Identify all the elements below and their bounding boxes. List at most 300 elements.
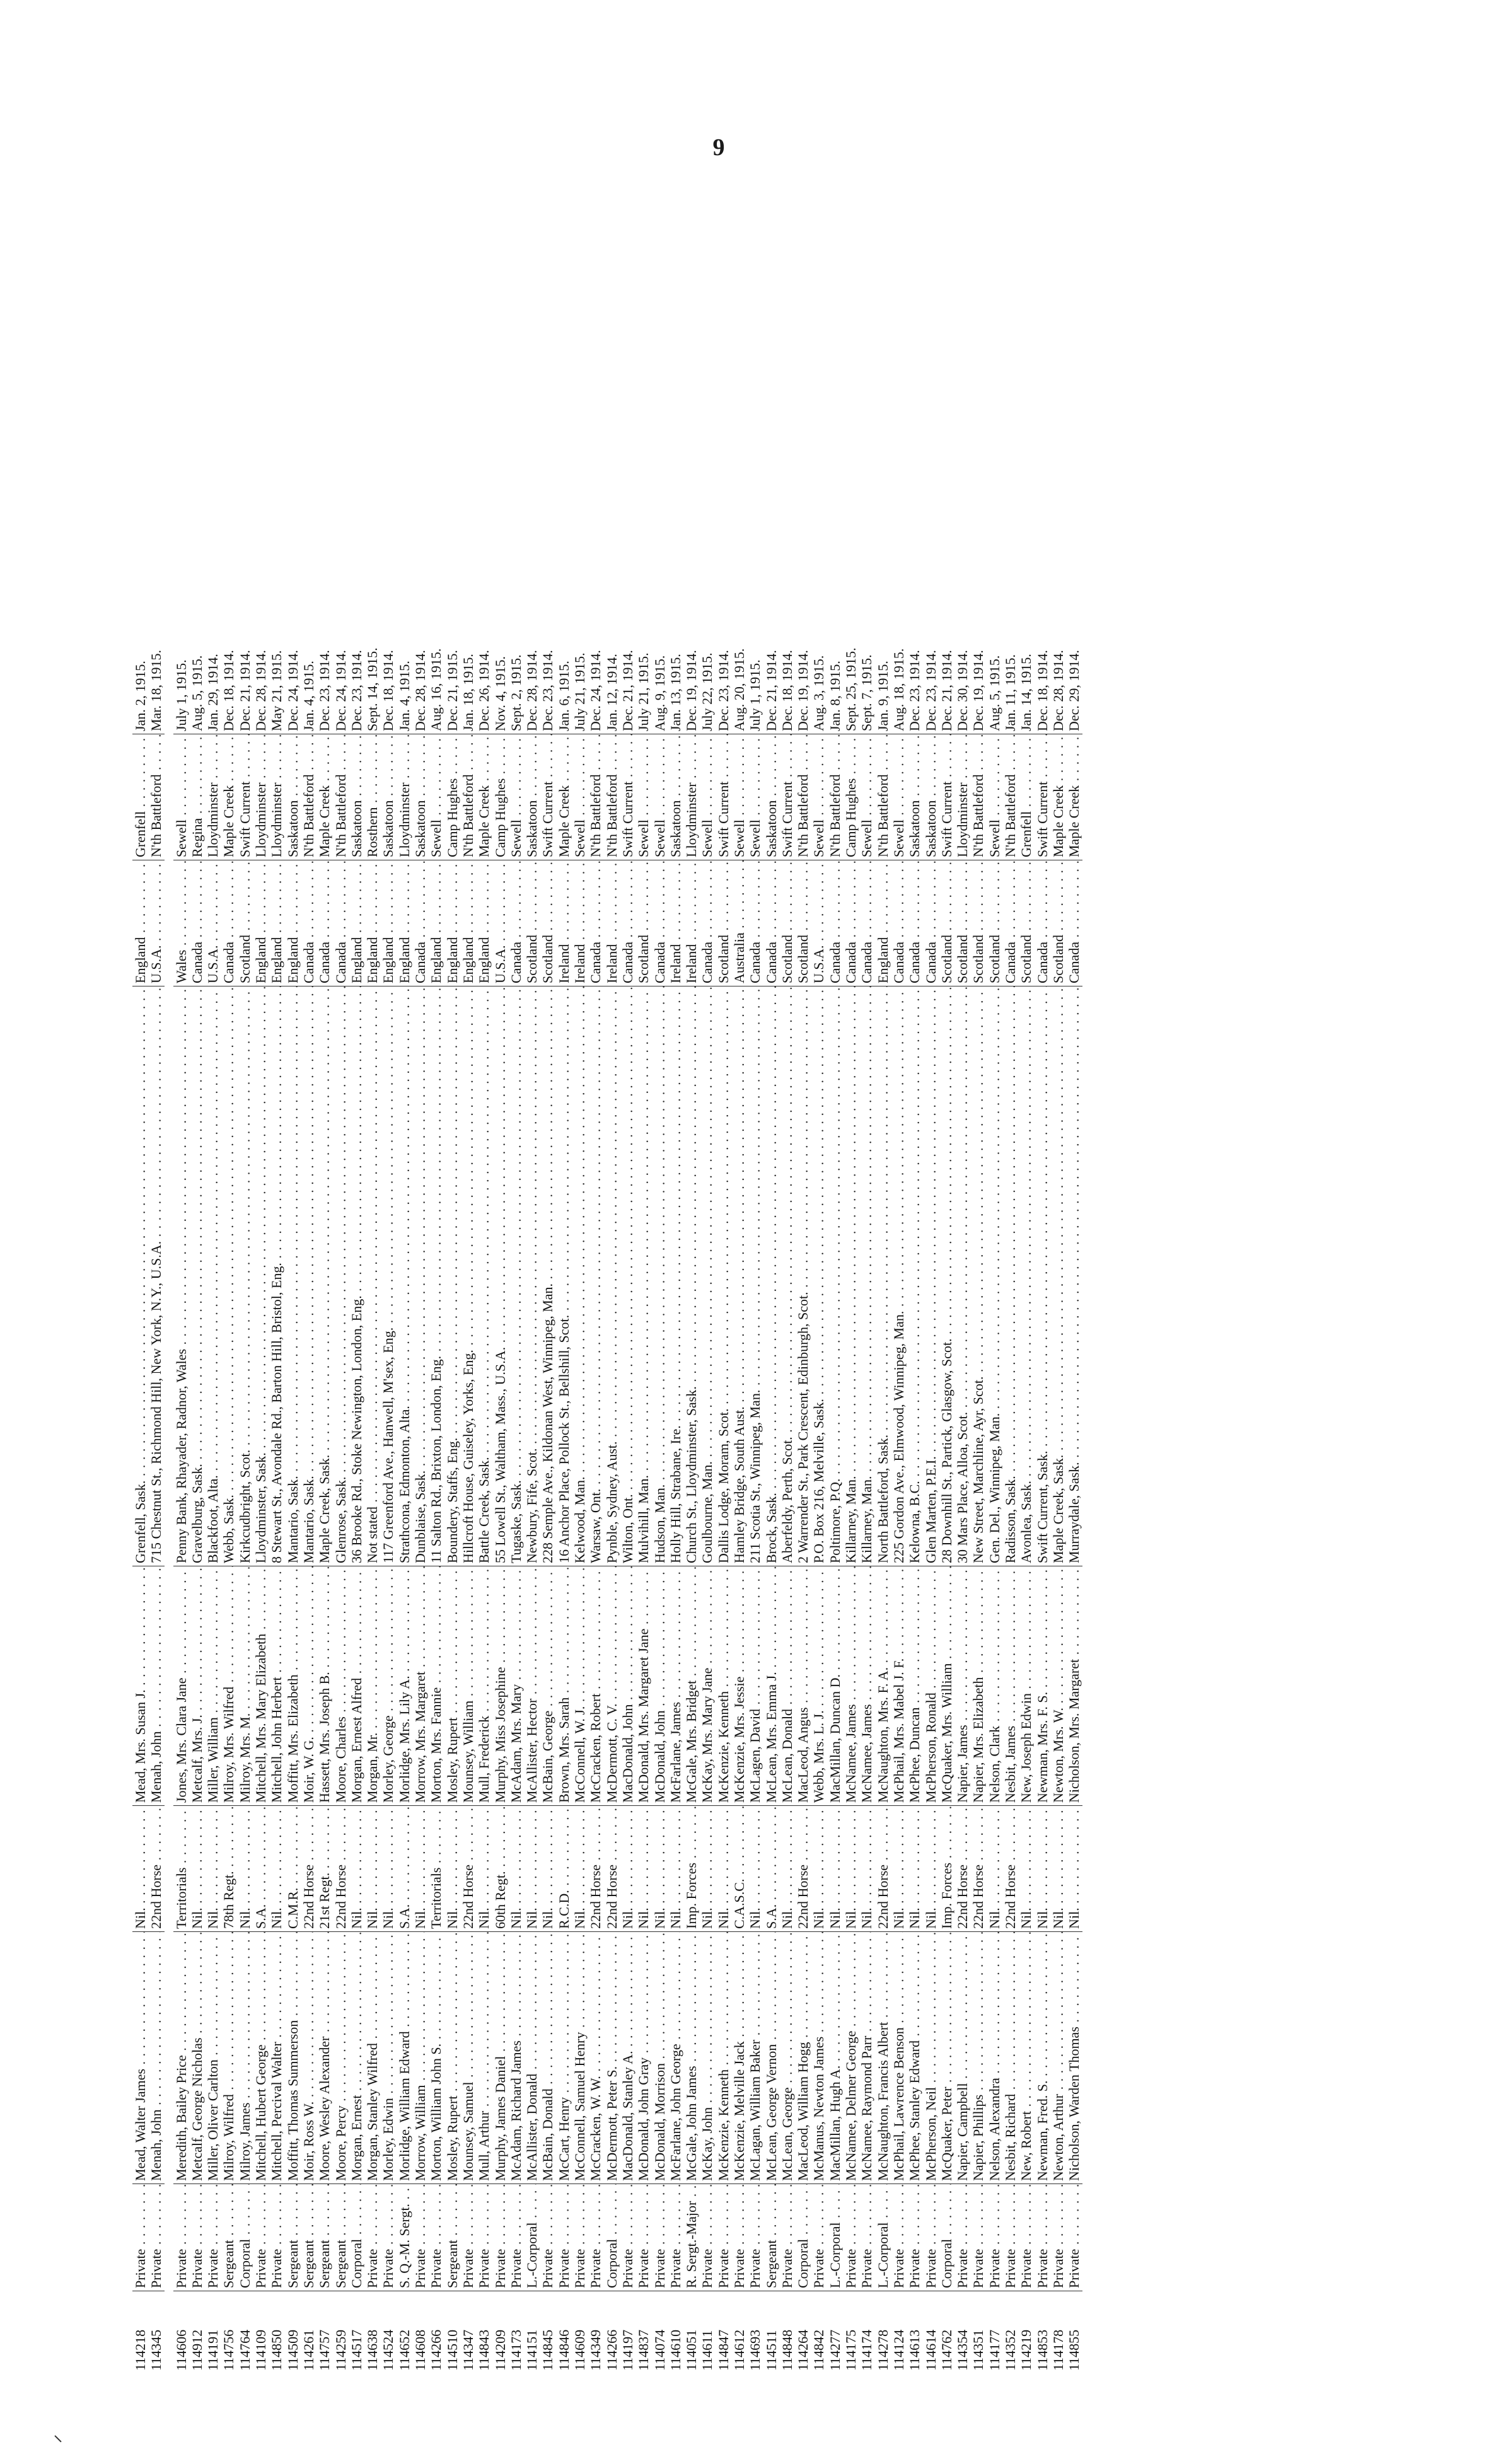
soldier-name-cell: Mull, Arthur . . . bbox=[476, 1932, 492, 2184]
rank-cell: Sergeant . . . bbox=[444, 2184, 460, 2291]
regimental-number-cell: 114124 bbox=[890, 2329, 907, 2371]
soldier-name-cell: Metcalf, George Nicholas . . . bbox=[189, 1932, 205, 2184]
place-taken-on-strength-cell: Maple Creek . . . bbox=[316, 734, 332, 860]
former-corps-cell: C.A.S.C. . . . bbox=[731, 1806, 747, 1932]
regimental-number-cell: 114609 bbox=[572, 2329, 588, 2371]
rank-cell: Private . . . bbox=[747, 2184, 763, 2291]
country-of-birth-cell: Canada . . . bbox=[747, 860, 763, 986]
table-row bbox=[148, 199, 164, 2373]
next-of-kin-cell: McNamee, James . . . bbox=[859, 1566, 874, 1806]
next-of-kin-cell: New, Joseph Edwin . . . bbox=[1018, 1566, 1034, 1806]
place-taken-on-strength-cell: Grenfell . . . bbox=[132, 734, 148, 860]
soldier-name-cell: Napier, Phillips . . . bbox=[970, 1932, 986, 2184]
place-taken-on-strength-cell: Lloydminster . . . bbox=[954, 734, 970, 860]
next-of-kin-address-cell: 55 Lowell St., Waltham, Mass., U.S.A. . . . bbox=[492, 986, 508, 1566]
next-of-kin-cell: McDonald, John . . . bbox=[652, 1566, 668, 1806]
next-of-kin-cell: Mitchell, Mrs. Mary Elizabeth . . . bbox=[253, 1566, 269, 1806]
table-row bbox=[795, 199, 811, 2373]
rank-cell: L.-Corporal . . . bbox=[827, 2184, 843, 2291]
soldier-name-cell: Moore, Wesley Alexander . . . bbox=[316, 1932, 332, 2184]
table-row bbox=[635, 199, 651, 2373]
former-corps-cell: 60th Regt. . . . bbox=[492, 1806, 508, 1932]
next-of-kin-address-cell: Dunblaise, Sask. . . . bbox=[412, 986, 428, 1566]
country-of-birth-cell: Ireland . . . bbox=[683, 860, 699, 986]
next-of-kin-address-cell: Grenfell, Sask. . . . bbox=[132, 986, 148, 1566]
soldier-name-cell: Morgan, Ernest . . . bbox=[349, 1932, 364, 2184]
country-of-birth-cell: U.S.A. . . . bbox=[492, 860, 508, 986]
regimental-number-cell: 114762 bbox=[938, 2329, 954, 2371]
date-taken-on-strength-cell: Dec. 18, 1914. bbox=[380, 615, 396, 734]
regimental-number-cell: 114151 bbox=[524, 2329, 540, 2371]
rank-cell: Private . . . bbox=[907, 2184, 922, 2291]
place-taken-on-strength-cell: Sewell . . . bbox=[652, 734, 668, 860]
former-corps-cell: S.A. . . . bbox=[397, 1806, 412, 1932]
rank-cell: Private . . . bbox=[1035, 2184, 1050, 2291]
place-taken-on-strength-cell: Lloydminster . . . bbox=[683, 734, 699, 860]
page-number: 9 bbox=[712, 134, 725, 161]
place-taken-on-strength-cell: Swift Current . . . bbox=[620, 734, 635, 860]
soldier-name-cell: Menah, John . . . bbox=[148, 1932, 164, 2184]
rank-cell: Sergeant . . . bbox=[763, 2184, 779, 2291]
date-taken-on-strength-cell: Dec. 21, 1914. bbox=[939, 615, 954, 734]
table-row bbox=[731, 199, 747, 2373]
former-corps-cell: Nil. . . . bbox=[668, 1806, 683, 1932]
next-of-kin-address-cell: 11 Salton Rd., Brixton, London, Eng. . . . bbox=[428, 986, 444, 1566]
next-of-kin-cell: McKay, Mrs. Mary Jane . . . bbox=[699, 1566, 715, 1806]
place-taken-on-strength-cell: Saskatoon . . . bbox=[668, 734, 683, 860]
table-row bbox=[763, 199, 779, 2373]
date-taken-on-strength-cell: Jan. 11, 1915. bbox=[1002, 615, 1018, 734]
next-of-kin-address-cell: Pynble, Sydney, Aust. . . . bbox=[604, 986, 620, 1566]
country-of-birth-cell: Scotland . . . bbox=[939, 860, 954, 986]
regimental-number-cell: 114638 bbox=[364, 2329, 381, 2371]
date-taken-on-strength-cell: Sept. 25, 1915. bbox=[843, 615, 859, 734]
rank-cell: Private . . . bbox=[269, 2184, 284, 2291]
next-of-kin-cell: McPherson, Ronald . . . bbox=[923, 1566, 939, 1806]
soldier-name-cell: McBain, Donald . . . bbox=[540, 1932, 555, 2184]
date-taken-on-strength-cell: Dec. 28, 1914. bbox=[253, 615, 269, 734]
next-of-kin-address-cell: Aberfeldy, Perth, Scot. . . . bbox=[779, 986, 795, 1566]
place-taken-on-strength-cell: Swift Current . . . bbox=[939, 734, 954, 860]
next-of-kin-address-cell: Mulvihill, Man. . . . bbox=[635, 986, 651, 1566]
former-corps-cell: Nil. . . . bbox=[811, 1806, 826, 1932]
soldier-name-cell: McNaughton, Francis Albert . . . bbox=[875, 1932, 891, 2184]
regimental-number-cell: 114842 bbox=[811, 2329, 827, 2371]
place-taken-on-strength-cell: Saskatoon . . . bbox=[763, 734, 779, 860]
regimental-number-cell: 114218 bbox=[132, 2329, 148, 2371]
rank-cell: Private . . . bbox=[731, 2184, 747, 2291]
table-row bbox=[173, 199, 189, 2373]
regimental-number-cell: 114756 bbox=[221, 2329, 237, 2371]
date-taken-on-strength-cell: Aug. 3, 1915. bbox=[811, 615, 826, 734]
country-of-birth-cell: Ireland . . . bbox=[668, 860, 683, 986]
date-taken-on-strength-cell: Dec. 21, 1914. bbox=[620, 615, 635, 734]
soldier-name-cell: Morrow, William . . . bbox=[412, 1932, 428, 2184]
rank-cell: Private . . . bbox=[508, 2184, 524, 2291]
rank-cell: Corporal . . . bbox=[237, 2184, 253, 2291]
former-corps-cell: Nil. . . . bbox=[779, 1806, 795, 1932]
next-of-kin-cell: Metcalf, Mrs. J. . . . bbox=[189, 1566, 205, 1806]
next-of-kin-address-cell: Maple Creek, Sask. . . . bbox=[1050, 986, 1066, 1566]
soldier-name-cell: Moir, Ross W. . . . bbox=[301, 1932, 316, 2184]
next-of-kin-address-cell: North Battleford, Sask. . . . bbox=[875, 986, 891, 1566]
nominal-roll-table bbox=[132, 199, 1305, 2373]
next-of-kin-address-cell: Battle Creek, Sask. . . . bbox=[476, 986, 492, 1566]
former-corps-cell: Nil. . . . bbox=[635, 1806, 651, 1932]
next-of-kin-cell: Moore, Charles . . . bbox=[333, 1566, 349, 1806]
next-of-kin-cell: Mead, Mrs. Susan J. . . . bbox=[132, 1566, 148, 1806]
next-of-kin-cell: Morley, George . . . bbox=[380, 1566, 396, 1806]
country-of-birth-cell: Scotland . . . bbox=[1018, 860, 1034, 986]
regimental-number-cell: 114173 bbox=[508, 2329, 524, 2371]
next-of-kin-cell: Milroy, Mrs. M. . . . bbox=[237, 1566, 253, 1806]
country-of-birth-cell: Canada . . . bbox=[620, 860, 635, 986]
date-taken-on-strength-cell: Jan. 14, 1915. bbox=[1018, 615, 1034, 734]
rank-cell: Corporal . . . bbox=[939, 2184, 954, 2291]
regimental-number-cell: 114912 bbox=[188, 2329, 205, 2371]
former-corps-cell: Nil. . . . bbox=[205, 1806, 221, 1932]
table-row bbox=[923, 199, 939, 2373]
regimental-number-cell: 114175 bbox=[843, 2329, 859, 2371]
date-taken-on-strength-cell: July 21, 1915. bbox=[572, 615, 588, 734]
former-corps-cell: Imp. Forces . . . bbox=[939, 1806, 954, 1932]
next-of-kin-cell: Moffitt, Mrs. Elizabeth . . . bbox=[285, 1566, 301, 1806]
former-corps-cell: 22nd Horse . . . bbox=[301, 1806, 316, 1932]
rank-cell: Private . . . bbox=[716, 2184, 731, 2291]
former-corps-cell: 21st Regt. . . . bbox=[316, 1806, 332, 1932]
country-of-birth-cell: Scotland . . . bbox=[716, 860, 731, 986]
country-of-birth-cell: Scotland . . . bbox=[970, 860, 986, 986]
date-taken-on-strength-cell: Aug. 5, 1915. bbox=[987, 615, 1002, 734]
country-of-birth-cell: Scotland . . . bbox=[987, 860, 1002, 986]
rank-cell: Private . . . bbox=[1066, 2184, 1082, 2291]
next-of-kin-cell: Hassett, Mrs. Joseph B. . . . bbox=[316, 1566, 332, 1806]
soldier-name-cell: McKenzie, Kenneth . . . bbox=[716, 1932, 731, 2184]
table-row bbox=[1002, 199, 1018, 2373]
former-corps-cell: R.C.D. . . . bbox=[556, 1806, 572, 1932]
place-taken-on-strength-cell: Sewell . . . bbox=[891, 734, 907, 860]
place-taken-on-strength-cell: N'th Battleford . . . bbox=[604, 734, 620, 860]
date-taken-on-strength-cell: Dec. 23, 1914. bbox=[907, 615, 922, 734]
table-row bbox=[668, 199, 683, 2373]
next-of-kin-address-cell: Killarney, Man. . . . bbox=[859, 986, 874, 1566]
place-taken-on-strength-cell: Maple Creek . . . bbox=[1066, 734, 1082, 860]
soldier-name-cell: McLagan, William Baker . . . bbox=[747, 1932, 763, 2184]
next-of-kin-address-cell: 225 Gordon Ave., Elmwood, Winnipeg, Man. . . . bbox=[891, 986, 907, 1566]
place-taken-on-strength-cell: Sewell . . . bbox=[987, 734, 1002, 860]
rank-cell: Sergeant . . . bbox=[285, 2184, 301, 2291]
table-row bbox=[285, 199, 301, 2373]
rank-cell: Private . . . bbox=[652, 2184, 668, 2291]
former-corps-cell: 78th Regt. . . . bbox=[221, 1806, 236, 1932]
date-taken-on-strength-cell: Aug. 16, 1915. bbox=[428, 615, 444, 734]
place-taken-on-strength-cell: Maple Creek . . . bbox=[476, 734, 492, 860]
next-of-kin-address-cell: Kelwood, Man. . . . bbox=[572, 986, 588, 1566]
regimental-number-cell: 114345 bbox=[148, 2329, 165, 2371]
former-corps-cell: Nil. . . . bbox=[747, 1806, 763, 1932]
regimental-number-cell: 114278 bbox=[874, 2329, 891, 2371]
place-taken-on-strength-cell: Camp Hughes . . . bbox=[444, 734, 460, 860]
table-row bbox=[811, 199, 826, 2373]
regimental-number-cell: 114606 bbox=[173, 2329, 189, 2371]
next-of-kin-cell: MacDonald, John . . . bbox=[620, 1566, 635, 1806]
next-of-kin-cell: Morton, Mrs. Fannie . . . bbox=[428, 1566, 444, 1806]
next-of-kin-address-cell: Gen. Del., Winnipeg, Man. . . . bbox=[987, 986, 1002, 1566]
date-taken-on-strength-cell: July 1, 1915. bbox=[747, 615, 763, 734]
next-of-kin-cell: McPhee, Duncan . . . bbox=[907, 1566, 922, 1806]
country-of-birth-cell: Scotland . . . bbox=[779, 860, 795, 986]
rank-cell: Private . . . bbox=[970, 2184, 986, 2291]
regimental-number-cell: 114611 bbox=[699, 2330, 716, 2371]
regimental-number-cell: 114354 bbox=[954, 2329, 971, 2371]
rank-cell: Private . . . bbox=[428, 2184, 444, 2291]
next-of-kin-cell: McLean, Mrs. Emma J. . . . bbox=[763, 1566, 779, 1806]
regimental-number-cell: 114177 bbox=[986, 2329, 1002, 2371]
next-of-kin-cell: McKenzie, Kenneth . . . bbox=[716, 1566, 731, 1806]
former-corps-cell: 22nd Horse . . . bbox=[588, 1806, 603, 1932]
rank-cell: Private . . . bbox=[588, 2184, 603, 2291]
date-taken-on-strength-cell: Jan. 2, 1915. bbox=[132, 615, 148, 734]
next-of-kin-address-cell: Penny Bank, Rhayader, Radnor, Wales . . . bbox=[173, 986, 189, 1566]
rank-cell: Private . . . bbox=[572, 2184, 588, 2291]
place-taken-on-strength-cell: Swift Current . . . bbox=[540, 734, 555, 860]
former-corps-cell: Nil. . . . bbox=[891, 1806, 907, 1932]
regimental-number-cell: 114197 bbox=[619, 2329, 635, 2371]
place-taken-on-strength-cell: Lloydminster . . . bbox=[269, 734, 284, 860]
next-of-kin-cell: McNamee, James . . . bbox=[843, 1566, 859, 1806]
country-of-birth-cell: Canada . . . bbox=[333, 860, 349, 986]
next-of-kin-address-cell: Not stated . . . bbox=[364, 986, 380, 1566]
regimental-number-cell: 114277 bbox=[826, 2329, 843, 2371]
next-of-kin-cell: Morrow, Mrs. Margaret . . . bbox=[412, 1566, 428, 1806]
country-of-birth-cell: Scotland . . . bbox=[954, 860, 970, 986]
place-taken-on-strength-cell: Sewell . . . bbox=[747, 734, 763, 860]
regimental-number-cell: 114178 bbox=[1050, 2329, 1066, 2371]
date-taken-on-strength-cell: Dec. 26, 1914. bbox=[476, 615, 492, 734]
next-of-kin-address-cell: 8 Stewart St., Avondale Rd., Barton Hill, Bristol, Eng. . . . bbox=[269, 986, 284, 1566]
former-corps-cell: Nil. . . . bbox=[652, 1806, 668, 1932]
table-row bbox=[954, 199, 970, 2373]
table-row bbox=[444, 199, 460, 2373]
former-corps-cell: Nil. . . . bbox=[716, 1806, 731, 1932]
regimental-number-cell: 114850 bbox=[269, 2329, 285, 2371]
soldier-name-cell: Milroy, James . . . bbox=[237, 1932, 253, 2184]
rank-cell: Private . . . bbox=[987, 2184, 1002, 2291]
next-of-kin-address-cell: Goulbourne, Man. . . . bbox=[699, 986, 715, 1566]
table-row bbox=[380, 199, 396, 2373]
place-taken-on-strength-cell: N'th Battleford . . . bbox=[588, 734, 603, 860]
next-of-kin-address-cell: Gravelburg, Sask. . . . bbox=[189, 986, 205, 1566]
place-taken-on-strength-cell: Swift Current . . . bbox=[1035, 734, 1050, 860]
place-taken-on-strength-cell: Lloydminster . . . bbox=[397, 734, 412, 860]
next-of-kin-cell: Morgan, Ernest Alfred . . . bbox=[349, 1566, 364, 1806]
country-of-birth-cell: Ireland . . . bbox=[604, 860, 620, 986]
soldier-name-cell: MacLeod, William Hogg . . . bbox=[795, 1932, 811, 2184]
next-of-kin-address-cell: Warsaw, Ont. . . . bbox=[588, 986, 603, 1566]
next-of-kin-address-cell: 2 Warrender St., Park Crescent, Edinburgh, Scot. . . . bbox=[795, 986, 811, 1566]
soldier-name-cell: Mitchell, Hubert George . . . bbox=[253, 1932, 269, 2184]
place-taken-on-strength-cell: Grenfell . . . bbox=[1018, 734, 1034, 860]
country-of-birth-cell: Canada . . . bbox=[652, 860, 668, 986]
rank-cell: Private . . . bbox=[556, 2184, 572, 2291]
next-of-kin-cell: Webb, Mrs. L. J. . . . bbox=[811, 1566, 826, 1806]
next-of-kin-address-cell: 117 Greenford Ave., Hanwell, M'sex, Eng. . . . bbox=[380, 986, 396, 1566]
next-of-kin-cell: Menah, John . . . bbox=[148, 1566, 164, 1806]
rank-cell: L.-Corporal . . . bbox=[524, 2184, 540, 2291]
date-taken-on-strength-cell: July 1, 1915. bbox=[173, 615, 189, 734]
country-of-birth-cell: England . . . bbox=[428, 860, 444, 986]
former-corps-cell: Nil. . . . bbox=[380, 1806, 396, 1932]
table-row bbox=[747, 199, 763, 2373]
next-of-kin-cell: McNaughton, Mrs. F. A. . . . bbox=[875, 1566, 891, 1806]
soldier-name-cell: Milroy, Wilfred . . . bbox=[221, 1932, 236, 2184]
country-of-birth-cell: Canada . . . bbox=[301, 860, 316, 986]
table-row bbox=[939, 199, 954, 2373]
date-taken-on-strength-cell: Jan. 6, 1915. bbox=[556, 615, 572, 734]
former-corps-cell: Nil. . . . bbox=[412, 1806, 428, 1932]
country-of-birth-cell: Wales . . . bbox=[173, 860, 189, 986]
regimental-number-cell: 114349 bbox=[588, 2329, 604, 2371]
next-of-kin-address-cell: Mantario, Sask. . . . bbox=[285, 986, 301, 1566]
next-of-kin-cell: McConnell, W. J. . . . bbox=[572, 1566, 588, 1806]
place-taken-on-strength-cell: Saskatoon . . . bbox=[349, 734, 364, 860]
next-of-kin-address-cell: Dallis Lodge, Moram, Scot. . . . bbox=[716, 986, 731, 1566]
table-row bbox=[875, 199, 891, 2373]
soldier-name-cell: Moffitt, Thomas Summerson . . . bbox=[285, 1932, 301, 2184]
next-of-kin-address-cell: Kirkcudbright, Scot. . . . bbox=[237, 986, 253, 1566]
regimental-number-cell: 114610 bbox=[667, 2329, 683, 2371]
date-taken-on-strength-cell: Dec. 18, 1914. bbox=[221, 615, 236, 734]
former-corps-cell: Nil. . . . bbox=[237, 1806, 253, 1932]
place-taken-on-strength-cell: Swift Current . . . bbox=[237, 734, 253, 860]
date-taken-on-strength-cell: Aug. 5, 1915. bbox=[189, 615, 205, 734]
next-of-kin-cell: Napier, Mrs. Elizabeth . . . bbox=[970, 1566, 986, 1806]
rank-cell: Private . . . bbox=[891, 2184, 907, 2291]
former-corps-cell: 22nd Horse . . . bbox=[604, 1806, 620, 1932]
soldier-name-cell: Miller, Oliver Carlton . . . bbox=[205, 1932, 221, 2184]
regimental-number-cell: 114261 bbox=[300, 2329, 316, 2371]
country-of-birth-cell: England . . . bbox=[349, 860, 364, 986]
regimental-number-cell: 114511 bbox=[763, 2330, 779, 2371]
rank-cell: Private . . . bbox=[1018, 2184, 1034, 2291]
table-row bbox=[460, 199, 476, 2373]
regimental-number-cell: 114612 bbox=[731, 2329, 747, 2371]
rank-cell: Private . . . bbox=[668, 2184, 683, 2291]
table-row bbox=[269, 199, 284, 2373]
place-taken-on-strength-cell: Sewell . . . bbox=[731, 734, 747, 860]
regimental-number-cell: 114109 bbox=[253, 2329, 269, 2371]
date-taken-on-strength-cell: July 21, 1915. bbox=[635, 615, 651, 734]
next-of-kin-address-cell: 715 Chestnut St., Richmond Hill, New York, N.Y., U.S.A. . . . bbox=[148, 986, 164, 1566]
rank-cell: Private . . . bbox=[811, 2184, 826, 2291]
place-taken-on-strength-cell: Rosthern . . . bbox=[364, 734, 380, 860]
country-of-birth-cell: Scotland . . . bbox=[1050, 860, 1066, 986]
regimental-number-cell: 114843 bbox=[476, 2329, 492, 2371]
date-taken-on-strength-cell: Dec. 23, 1914. bbox=[540, 615, 555, 734]
rank-cell: Sergeant . . . bbox=[221, 2184, 236, 2291]
table-row bbox=[859, 199, 874, 2373]
table-row bbox=[556, 199, 572, 2373]
table-row bbox=[508, 199, 524, 2373]
date-taken-on-strength-cell: July 22, 1915. bbox=[699, 615, 715, 734]
country-of-birth-cell: Canada . . . bbox=[907, 860, 922, 986]
date-taken-on-strength-cell: Jan. 4, 1915. bbox=[397, 615, 412, 734]
place-taken-on-strength-cell: Swift Current . . . bbox=[779, 734, 795, 860]
regimental-number-cell: 114174 bbox=[859, 2329, 875, 2371]
date-taken-on-strength-cell: Dec. 28, 1914. bbox=[1050, 615, 1066, 734]
rank-cell: Private . . . bbox=[843, 2184, 859, 2291]
rank-cell: Private . . . bbox=[380, 2184, 396, 2291]
next-of-kin-cell: McQuaker, Mrs. William . . . bbox=[939, 1566, 954, 1806]
country-of-birth-cell: Canada . . . bbox=[891, 860, 907, 986]
regimental-number-cell: 114693 bbox=[747, 2329, 763, 2371]
date-taken-on-strength-cell: Sept. 2, 1915. bbox=[508, 615, 524, 734]
place-taken-on-strength-cell: N'th Battleford . . . bbox=[827, 734, 843, 860]
soldier-name-cell: Murphy, James Daniel . . . bbox=[492, 1932, 508, 2184]
soldier-name-cell: Newman, Fred. S. . . . bbox=[1035, 1932, 1050, 2184]
date-taken-on-strength-cell: Dec. 29, 1914. bbox=[1066, 615, 1082, 734]
former-corps-cell: Nil. . . . bbox=[540, 1806, 555, 1932]
table-row bbox=[412, 199, 428, 2373]
soldier-name-cell: McNamee, Delmer George . . . bbox=[843, 1932, 859, 2184]
place-taken-on-strength-cell: Lloydminster . . . bbox=[205, 734, 221, 860]
place-taken-on-strength-cell: Maple Creek . . . bbox=[556, 734, 572, 860]
next-of-kin-cell: Nesbit, James . . . bbox=[1002, 1566, 1018, 1806]
table-row bbox=[205, 199, 221, 2373]
regimental-number-cell: 114845 bbox=[540, 2329, 556, 2371]
soldier-name-cell: Newton, Arthur . . . bbox=[1050, 1932, 1066, 2184]
next-of-kin-address-cell: Glen Marten, P.E.I. . . . bbox=[923, 986, 939, 1566]
country-of-birth-cell: Scotland . . . bbox=[237, 860, 253, 986]
next-of-kin-address-cell: Hamley Bridge, South Aust. . . . bbox=[731, 986, 747, 1566]
rank-cell: Private . . . bbox=[460, 2184, 476, 2291]
next-of-kin-cell: Jones, Mrs. Clara Jane . . . bbox=[173, 1566, 189, 1806]
next-of-kin-address-cell: Holly Hill, Strabane, Ire. . . . bbox=[668, 986, 683, 1566]
next-of-kin-address-cell: Boundery, Staffs, Eng. . . . bbox=[444, 986, 460, 1566]
next-of-kin-cell: Mull, Frederick . . . bbox=[476, 1566, 492, 1806]
next-of-kin-address-cell: Maple Creek, Sask. . . . bbox=[316, 986, 332, 1566]
soldier-name-cell: McDermott, Peter S. . . . bbox=[604, 1932, 620, 2184]
rank-cell: Private . . . bbox=[1002, 2184, 1018, 2291]
next-of-kin-cell: Murphy, Miss Josephine . . . bbox=[492, 1566, 508, 1806]
next-of-kin-address-cell: Radisson, Sask. . . . bbox=[1002, 986, 1018, 1566]
table-row bbox=[779, 199, 795, 2373]
former-corps-cell: 22nd Horse . . . bbox=[460, 1806, 476, 1932]
soldier-name-cell: Mosley, Rupert . . . bbox=[444, 1932, 460, 2184]
next-of-kin-cell: MacMillan, Duncan D. . . . bbox=[827, 1566, 843, 1806]
next-of-kin-address-cell: Avonlea, Sask. . . . bbox=[1018, 986, 1034, 1566]
date-taken-on-strength-cell: Dec. 23, 1914. bbox=[349, 615, 364, 734]
next-of-kin-cell: McAdam, Mrs. Mary . . . bbox=[508, 1566, 524, 1806]
table-row bbox=[716, 199, 731, 2373]
rank-cell: Corporal . . . bbox=[349, 2184, 364, 2291]
former-corps-cell: Territorials . . . bbox=[173, 1806, 189, 1932]
place-taken-on-strength-cell: Saskatoon . . . bbox=[524, 734, 540, 860]
place-taken-on-strength-cell: Regina . . . bbox=[189, 734, 205, 860]
country-of-birth-cell: England . . . bbox=[476, 860, 492, 986]
table-row bbox=[907, 199, 922, 2373]
place-taken-on-strength-cell: N'th Battleford . . . bbox=[460, 734, 476, 860]
soldier-name-cell: Nelson, Alexandra . . . bbox=[987, 1932, 1002, 2184]
former-corps-cell: Nil. . . . bbox=[907, 1806, 922, 1932]
place-taken-on-strength-cell: Sewell . . . bbox=[699, 734, 715, 860]
soldier-name-cell: McLean, George Vernon . . . bbox=[763, 1932, 779, 2184]
soldier-name-cell: McLean, George . . . bbox=[779, 1932, 795, 2184]
soldier-name-cell: McQuaker, Peter . . . bbox=[939, 1932, 954, 2184]
next-of-kin-address-cell: New Street, Marchline, Ayr, Scot. . . . bbox=[970, 986, 986, 1566]
next-of-kin-cell: Morlidge, Mrs. Lily A. . . . bbox=[397, 1566, 412, 1806]
table-row bbox=[316, 199, 332, 2373]
